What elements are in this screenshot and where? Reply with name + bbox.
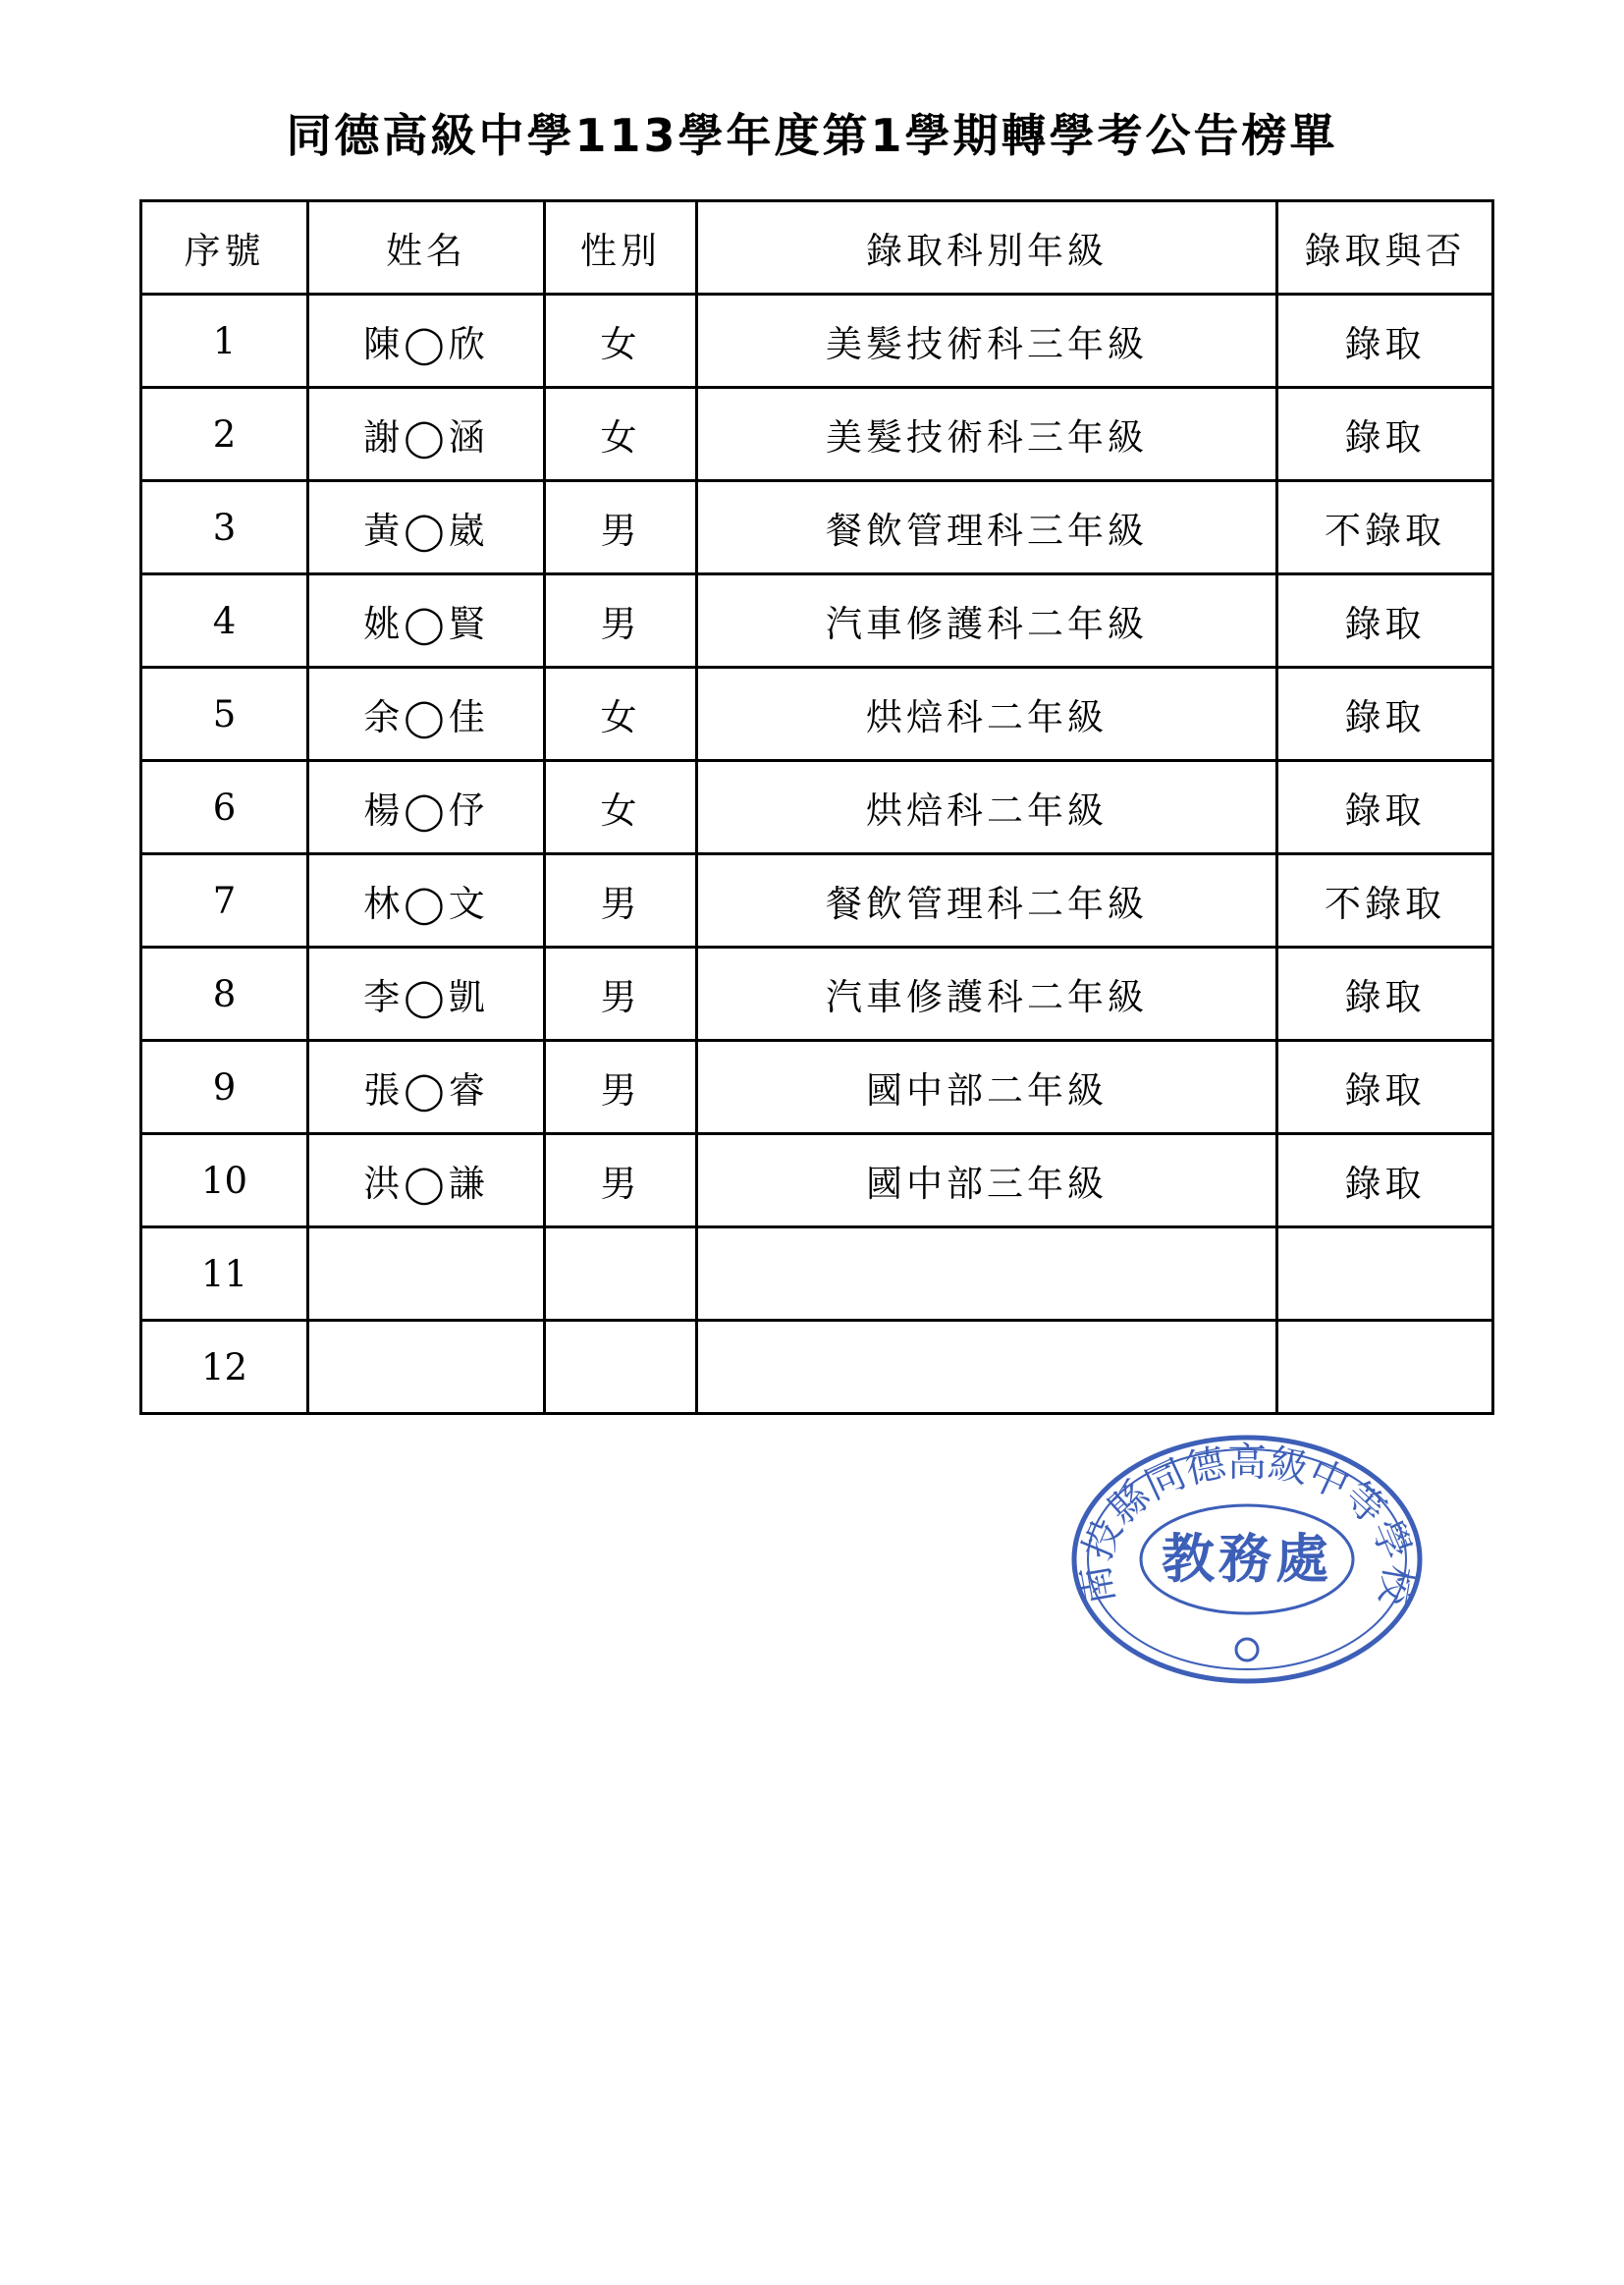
gender-cell xyxy=(545,1321,697,1414)
table-row xyxy=(141,295,1493,388)
table-row xyxy=(141,761,1493,854)
gender-cell: 女 xyxy=(545,668,697,761)
row-number-cell: 8 xyxy=(141,948,308,1041)
row-number-cell: 9 xyxy=(141,1041,308,1134)
student-name-cell: 張◯睿 xyxy=(308,1041,545,1134)
admission-table xyxy=(139,199,1494,1415)
result-cell: 錄取 xyxy=(1277,295,1493,388)
gender-cell: 女 xyxy=(545,295,697,388)
department-cell: 餐飲管理科三年級 xyxy=(697,481,1277,574)
table-row xyxy=(141,574,1493,668)
gender-cell: 男 xyxy=(545,854,697,948)
student-name-cell: 余◯佳 xyxy=(308,668,545,761)
student-name-cell: 李◯凱 xyxy=(308,948,545,1041)
result-cell: 不錄取 xyxy=(1277,854,1493,948)
table-row xyxy=(141,1134,1493,1227)
result-cell xyxy=(1277,1227,1493,1321)
department-cell xyxy=(697,1321,1277,1414)
department-cell: 餐飲管理科二年級 xyxy=(697,854,1277,948)
header-number: 序號 xyxy=(141,201,308,295)
gender-cell: 男 xyxy=(545,1041,697,1134)
department-cell: 汽車修護科二年級 xyxy=(697,574,1277,668)
table-row xyxy=(141,1041,1493,1134)
student-name-cell: 洪◯謙 xyxy=(308,1134,545,1227)
student-name-cell: 黃◯崴 xyxy=(308,481,545,574)
gender-cell: 男 xyxy=(545,1134,697,1227)
table-row xyxy=(141,948,1493,1041)
gender-cell xyxy=(545,1227,697,1321)
department-cell: 國中部三年級 xyxy=(697,1134,1277,1227)
result-cell: 錄取 xyxy=(1277,761,1493,854)
student-name-cell: 姚◯賢 xyxy=(308,574,545,668)
result-cell: 錄取 xyxy=(1277,1041,1493,1134)
row-number-cell: 7 xyxy=(141,854,308,948)
seal-center-text: 教務處 xyxy=(1162,1527,1332,1590)
department-cell: 烘焙科二年級 xyxy=(697,761,1277,854)
row-number-cell: 3 xyxy=(141,481,308,574)
gender-cell: 女 xyxy=(545,761,697,854)
table-row xyxy=(141,388,1493,481)
table-row xyxy=(141,668,1493,761)
row-number-cell: 11 xyxy=(141,1227,308,1321)
result-cell xyxy=(1277,1321,1493,1414)
plum-blossom-icon xyxy=(1236,1639,1258,1660)
row-number-cell: 5 xyxy=(141,668,308,761)
table-row xyxy=(141,1227,1493,1321)
row-number-cell: 6 xyxy=(141,761,308,854)
row-number-cell: 1 xyxy=(141,295,308,388)
department-cell: 美髮技術科三年級 xyxy=(697,388,1277,481)
gender-cell: 男 xyxy=(545,948,697,1041)
department-cell: 烘焙科二年級 xyxy=(697,668,1277,761)
row-number-cell: 2 xyxy=(141,388,308,481)
student-name-cell: 林◯文 xyxy=(308,854,545,948)
page-title: 同德高級中學113學年度第1學期轉學考公告榜單 xyxy=(286,109,1338,162)
student-name-cell xyxy=(308,1321,545,1414)
result-cell: 錄取 xyxy=(1277,1134,1493,1227)
table-row xyxy=(141,1321,1493,1414)
student-name-cell: 謝◯涵 xyxy=(308,388,545,481)
result-cell: 錄取 xyxy=(1277,388,1493,481)
header-name: 姓名 xyxy=(308,201,545,295)
gender-cell: 男 xyxy=(545,481,697,574)
header-department: 錄取科別年級 xyxy=(697,201,1277,295)
result-cell: 錄取 xyxy=(1277,574,1493,668)
student-name-cell: 楊◯伃 xyxy=(308,761,545,854)
seal-outer-text: 南投縣同德高級中等學校 xyxy=(1072,1440,1422,1608)
school-seal-stamp xyxy=(1070,1432,1424,1687)
row-number-cell: 4 xyxy=(141,574,308,668)
result-cell: 錄取 xyxy=(1277,948,1493,1041)
table-header-row xyxy=(141,201,1493,295)
department-cell: 國中部二年級 xyxy=(697,1041,1277,1134)
header-result: 錄取與否 xyxy=(1277,201,1493,295)
gender-cell: 女 xyxy=(545,388,697,481)
row-number-cell: 10 xyxy=(141,1134,308,1227)
student-name-cell: 陳◯欣 xyxy=(308,295,545,388)
department-cell xyxy=(697,1227,1277,1321)
student-name-cell xyxy=(308,1227,545,1321)
table-row xyxy=(141,854,1493,948)
gender-cell: 男 xyxy=(545,574,697,668)
header-gender: 性別 xyxy=(545,201,697,295)
result-cell: 錄取 xyxy=(1277,668,1493,761)
result-cell: 不錄取 xyxy=(1277,481,1493,574)
department-cell: 汽車修護科二年級 xyxy=(697,948,1277,1041)
table-row xyxy=(141,481,1493,574)
department-cell: 美髮技術科三年級 xyxy=(697,295,1277,388)
row-number-cell: 12 xyxy=(141,1321,308,1414)
